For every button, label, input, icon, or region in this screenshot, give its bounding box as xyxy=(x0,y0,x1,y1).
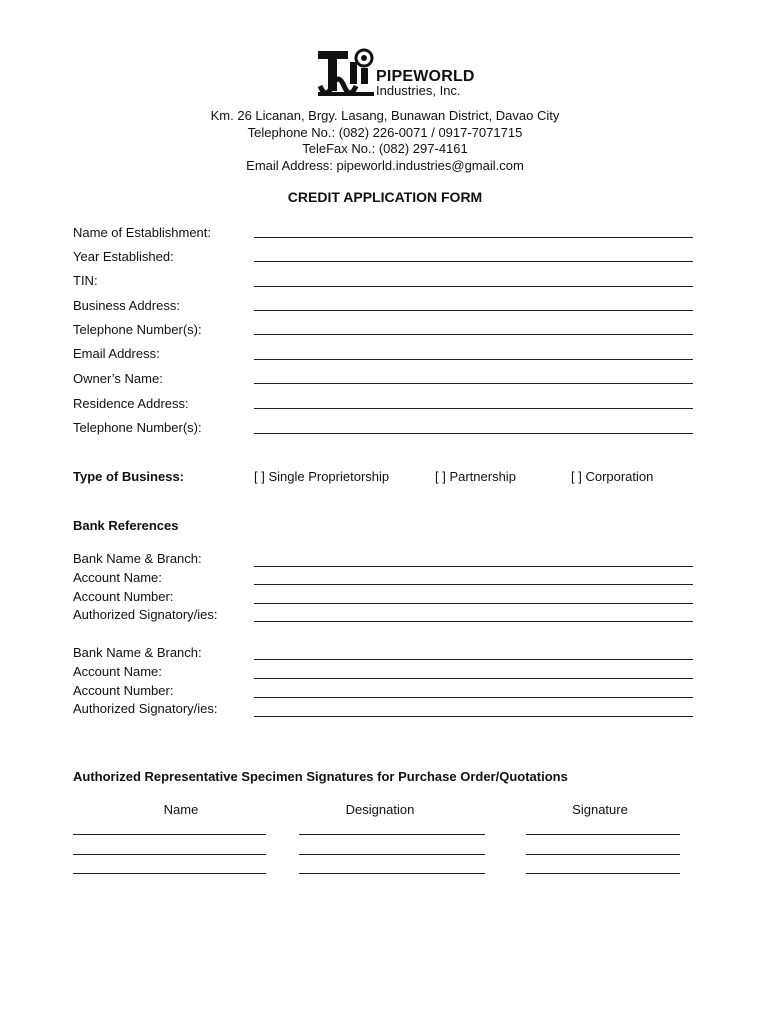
signatures-heading: Authorized Representative Specimen Signatures for Purchase Order/Quotations xyxy=(73,769,568,784)
field-line-residence-telephone[interactable] xyxy=(254,433,693,434)
column-header-signature: Signature xyxy=(572,802,628,817)
bank1-label-name-branch: Bank Name & Branch: xyxy=(73,551,202,566)
bank1-line-signatories[interactable] xyxy=(254,621,693,622)
bank1-label-account-name: Account Name: xyxy=(73,570,162,585)
bank2-line-account-name[interactable] xyxy=(254,678,693,679)
sig-designation-line-1[interactable] xyxy=(299,834,485,835)
sig-name-line-3[interactable] xyxy=(73,873,266,874)
field-label-year-established: Year Established: xyxy=(73,249,174,264)
pipeworld-logo-icon xyxy=(316,48,376,102)
field-line-establishment[interactable] xyxy=(254,237,693,238)
column-header-designation: Designation xyxy=(345,802,415,817)
field-label-owner-name: Owner’s Name: xyxy=(73,371,163,386)
field-line-year-established[interactable] xyxy=(254,261,693,262)
field-line-owner-name[interactable] xyxy=(254,383,693,384)
field-label-residence-address: Residence Address: xyxy=(73,396,189,411)
option-single-proprietorship[interactable]: [ ] Single Proprietorship xyxy=(254,469,390,484)
company-email: Email Address: pipeworld.industries@gmail.com xyxy=(246,158,524,173)
bank1-label-signatories: Authorized Signatory/ies: xyxy=(73,607,218,622)
bank1-line-account-name[interactable] xyxy=(254,584,693,585)
company-telefax: TeleFax No.: (082) 297-4161 xyxy=(302,141,468,156)
bank2-label-account-name: Account Name: xyxy=(73,664,162,679)
bank1-label-account-number: Account Number: xyxy=(73,589,174,604)
field-label-tin: TIN: xyxy=(73,273,98,288)
field-line-telephone[interactable] xyxy=(254,334,693,335)
sig-signature-line-2[interactable] xyxy=(526,854,680,855)
field-line-business-address[interactable] xyxy=(254,310,693,311)
company-logo xyxy=(316,48,496,102)
bank2-label-account-number: Account Number: xyxy=(73,683,174,698)
field-line-tin[interactable] xyxy=(254,286,693,287)
bank2-line-signatories[interactable] xyxy=(254,716,693,717)
company-telephone: Telephone No.: (082) 226-0071 / 0917-7071715 xyxy=(247,125,523,140)
field-label-establishment: Name of Establishment: xyxy=(73,225,212,240)
field-label-business-address: Business Address: xyxy=(73,298,180,313)
column-header-name: Name xyxy=(163,802,199,817)
bank1-line-account-number[interactable] xyxy=(254,603,693,604)
bank2-line-account-number[interactable] xyxy=(254,697,693,698)
field-label-email: Email Address: xyxy=(73,346,160,361)
sig-signature-line-1[interactable] xyxy=(526,834,680,835)
field-label-residence-telephone: Telephone Number(s): xyxy=(73,420,202,435)
form-title: CREDIT APPLICATION FORM xyxy=(287,189,483,205)
sig-signature-line-3[interactable] xyxy=(526,873,680,874)
bank2-label-signatories: Authorized Signatory/ies: xyxy=(73,701,218,716)
logo-company-name: PIPEWORLD xyxy=(376,68,475,85)
field-line-email[interactable] xyxy=(254,359,693,360)
business-type-label: Type of Business: xyxy=(73,469,185,484)
logo-company-subtitle: Industries, Inc. xyxy=(376,83,461,98)
sig-designation-line-3[interactable] xyxy=(299,873,485,874)
option-corporation[interactable]: [ ] Corporation xyxy=(571,469,654,484)
bank2-line-name-branch[interactable] xyxy=(254,659,693,660)
sig-designation-line-2[interactable] xyxy=(299,854,485,855)
field-line-residence-address[interactable] xyxy=(254,408,693,409)
company-address: Km. 26 Licanan, Brgy. Lasang, Bunawan District, Davao City xyxy=(210,108,560,123)
sig-name-line-2[interactable] xyxy=(73,854,266,855)
bank-references-heading: Bank References xyxy=(73,518,179,533)
bank1-line-name-branch[interactable] xyxy=(254,566,693,567)
field-label-telephone: Telephone Number(s): xyxy=(73,322,202,337)
bank2-label-name-branch: Bank Name & Branch: xyxy=(73,645,202,660)
sig-name-line-1[interactable] xyxy=(73,834,266,835)
option-partnership[interactable]: [ ] Partnership xyxy=(435,469,516,484)
